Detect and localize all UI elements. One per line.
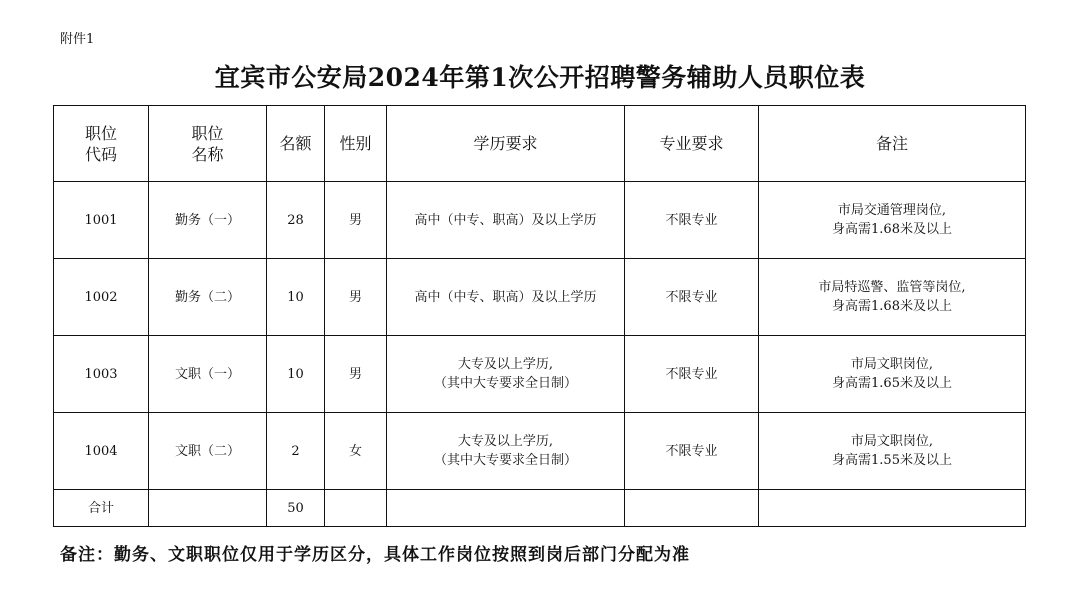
table-row [54, 182, 1026, 259]
cell-gender: 女 [325, 413, 387, 490]
header-position-name: 职位 名称 [149, 106, 267, 182]
table-row [54, 413, 1026, 490]
cell-major: 不限专业 [625, 259, 759, 336]
cell-quota: 10 [267, 336, 325, 413]
header-gender: 性别 [325, 106, 387, 182]
cell-remarks: 市局文职岗位, 身高需1.65米及以上 [759, 336, 1026, 413]
cell-name: 勤务（一） [149, 182, 267, 259]
header-remarks: 备注 [759, 106, 1026, 182]
header-quota: 名额 [267, 106, 325, 182]
cell-remarks: 市局特巡警、监管等岗位, 身高需1.68米及以上 [759, 259, 1026, 336]
table-header-row [54, 106, 1026, 182]
footnote: 备注：勤务、文职职位仅用于学历区分，具体工作岗位按照到岗后部门分配为准 [60, 545, 690, 565]
page-title: 宜宾市公安局2024年第1次公开招聘警务辅助人员职位表 [214, 63, 866, 92]
cell-name: 文职（二） [149, 413, 267, 490]
header-position-code: 职位 代码 [54, 106, 149, 182]
total-label: 合计 [54, 490, 149, 527]
table-row [54, 259, 1026, 336]
cell-quota: 28 [267, 182, 325, 259]
cell-gender: 男 [325, 259, 387, 336]
cell-gender: 男 [325, 336, 387, 413]
cell-empty [625, 490, 759, 527]
header-education: 学历要求 [387, 106, 625, 182]
attachment-label: 附件1 [60, 32, 95, 47]
cell-code: 1004 [54, 413, 149, 490]
cell-quota: 2 [267, 413, 325, 490]
cell-remarks: 市局交通管理岗位, 身高需1.68米及以上 [759, 182, 1026, 259]
header-major: 专业要求 [625, 106, 759, 182]
cell-name: 文职（一） [149, 336, 267, 413]
cell-education: 大专及以上学历, （其中大专要求全日制） [387, 413, 625, 490]
cell-education: 高中（中专、职高）及以上学历 [387, 259, 625, 336]
table-row [54, 336, 1026, 413]
cell-code: 1002 [54, 259, 149, 336]
cell-empty [759, 490, 1026, 527]
cell-gender: 男 [325, 182, 387, 259]
cell-major: 不限专业 [625, 413, 759, 490]
cell-education: 高中（中专、职高）及以上学历 [387, 182, 625, 259]
cell-empty [325, 490, 387, 527]
positions-table [53, 105, 1026, 527]
cell-code: 1003 [54, 336, 149, 413]
cell-empty [387, 490, 625, 527]
total-row [54, 490, 1026, 527]
cell-empty [149, 490, 267, 527]
total-quota: 50 [267, 490, 325, 527]
cell-name: 勤务（二） [149, 259, 267, 336]
cell-remarks: 市局文职岗位, 身高需1.55米及以上 [759, 413, 1026, 490]
cell-education: 大专及以上学历, （其中大专要求全日制） [387, 336, 625, 413]
cell-quota: 10 [267, 259, 325, 336]
cell-major: 不限专业 [625, 182, 759, 259]
cell-code: 1001 [54, 182, 149, 259]
cell-major: 不限专业 [625, 336, 759, 413]
